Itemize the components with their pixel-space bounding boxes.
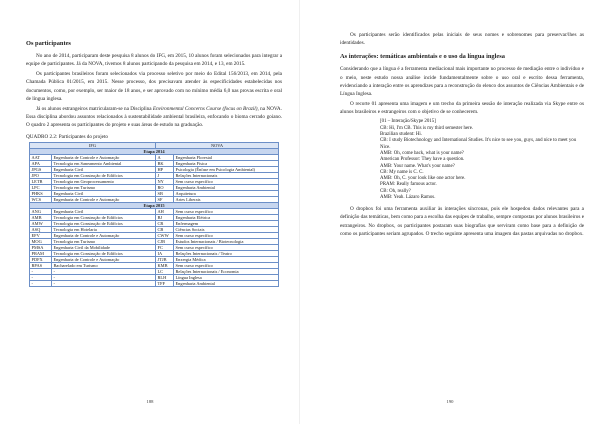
- nova-code-cell: JTJB: [156, 257, 174, 263]
- table-group-label: Etapa 2015: [30, 203, 279, 209]
- ifg-code-cell: JPGS: [30, 167, 52, 173]
- nova-course-cell: Estudos Internacionais / Biotecnologia: [174, 239, 279, 245]
- ifg-code-cell: RPAS: [30, 263, 52, 269]
- nova-code-cell: RO: [156, 185, 174, 191]
- dialogue-line: American Professor: They have a question.: [380, 157, 465, 163]
- dialogue-line: CB: Oh, really?: [380, 188, 411, 194]
- dialogue-line: CB: My name is C. C.: [380, 169, 424, 175]
- dialogue-excerpt: [380, 119, 584, 201]
- nova-course-cell: Sem curso específico: [174, 245, 279, 251]
- nova-course-cell: Artes Liberais: [174, 197, 279, 203]
- nova-code-cell: RLH: [156, 275, 174, 281]
- ifg-course-cell: Tecnologia em Hotelaria: [52, 227, 156, 233]
- nova-course-cell: Língua Inglesa: [174, 275, 279, 281]
- page-number: 188: [146, 399, 154, 404]
- ifg-course-cell: Tecnologia em Construção de Edifícios: [52, 215, 156, 221]
- ifg-course-cell: Tecnologia em Saneamento Ambiental: [52, 161, 156, 167]
- ifg-code-cell: ANG: [30, 209, 52, 215]
- nova-course-cell: Sem curso específico: [174, 233, 279, 239]
- nova-course-cell: Relações Internacionais / Teatro: [174, 251, 279, 257]
- nova-course-cell: Sem curso específico: [174, 209, 279, 215]
- nova-code-cell: HP: [156, 167, 174, 173]
- dialogue-line: CB: I study Biotechnology and International Studies. It's nice to see you, guys, and nice to meet you Nice.: [380, 138, 577, 150]
- nova-code-cell: SB: [156, 191, 174, 197]
- ifg-course-cell: -: [52, 275, 156, 281]
- ifg-course-cell: Bacharelado em Turismo: [52, 263, 156, 269]
- nova-course-cell: Engenharia Ambiental: [174, 281, 279, 287]
- text-run: , na NOVA. Essa disciplina abordou assuntos relacionados à sustentabilidade ambiental brasileira, enfocando o bioma cerrado goiano. O quadro 2 apresenta os participantes do projeto e suas áreas de estudo na graduação.: [26, 105, 282, 129]
- paragraph: [26, 105, 282, 130]
- ifg-course-cell: Tecnologia em Geoprocessamento: [52, 179, 156, 185]
- ifg-code-cell: PHKS: [30, 191, 52, 197]
- nova-code-cell: NY: [156, 179, 174, 185]
- nova-course-cell: Sem curso específico: [174, 179, 279, 185]
- column-header-ifg: IFG: [30, 143, 156, 149]
- left-page-content: [26, 40, 282, 287]
- ifg-course-cell: -: [52, 269, 156, 275]
- nova-course-cell: Engenharia Elétrica: [174, 215, 279, 221]
- ifg-course-cell: Engenharia Civil da Mobilidade: [52, 245, 156, 251]
- ifg-code-cell: JPO: [30, 173, 52, 179]
- section-heading-participants: Os participantes: [26, 40, 71, 47]
- dialogue-line: AMB: Oh, come back, what is your name?: [380, 150, 464, 156]
- dialogue-line: [01 – Interação/Skype 2015]: [380, 119, 436, 125]
- ifg-code-cell: MOG: [30, 239, 52, 245]
- nova-code-cell: BK: [156, 161, 174, 167]
- ifg-course-cell: -: [52, 281, 156, 287]
- paragraph: No ano de 2014, participaram deste pesquisa 8 alunos do IFG, em 2015, 10 alunos foram selecionados para integrar a equipe de participantes. Já da NOVA, tivemos 8 alunos participando da pesquisa em 2014, e 13, em 2015.: [26, 53, 282, 68]
- paragraph: Considerando que a língua é a ferramenta mediacional mais importante no processo de mediação entre o indivíduo e o meio, neste estudo nossa análise incide fundamentalmente sobre o uso oral e escrito dessa ferramenta, evidenciando a interação entre os aprendizes para a reconstrução do elenco dos assuntos de Ciências Ambientais e de Língua Inglesa.: [340, 66, 584, 98]
- ifg-course-cell: Tecnologia em Turismo: [52, 185, 156, 191]
- table-body: [30, 149, 279, 287]
- nova-course-cell: Ciências Sociais: [174, 227, 279, 233]
- nova-code-cell: A: [156, 155, 174, 161]
- right-page: [300, 0, 600, 424]
- ifg-course-cell: Engenharia de Controle e Automação: [52, 233, 156, 239]
- ifg-course-cell: Tecnologia em Construção de Edifícios: [52, 173, 156, 179]
- ifg-code-cell: APA: [30, 161, 52, 167]
- ifg-code-cell: EFV: [30, 233, 52, 239]
- nova-code-cell: CB: [156, 227, 174, 233]
- ifg-code-cell: AAT: [30, 155, 52, 161]
- ifg-code-cell: ASQ: [30, 227, 52, 233]
- nova-course-cell: Enxergia Médica: [174, 257, 279, 263]
- nova-code-cell: AH: [156, 209, 174, 215]
- page-number: 190: [446, 399, 454, 404]
- paragraph: Os participantes brasileiros foram selecionados via processo seletivo por meio do Edital 156/2013, em 2014, pela Chamada Pública 01/2015, em 2015. Nesse processo, dos precisavam atender às especificidades estabelecidas nos documentos, como, por exemplo, ser maior de 18 anos, e ser aprovado com no mínimo média 6,0 nas provas escrita e oral de língua inglesa.: [26, 71, 282, 102]
- ifg-code-cell: PRAM: [30, 251, 52, 257]
- dialogue-line: PRAM: Really famous actor.: [380, 182, 437, 188]
- paragraph: O recorte 01 apresenta uma imagem e um trecho da primeira sessão de interação realizada via Skype entre os alunos brasileiros e estrangeiros com o objetivo de se conhecerem.: [340, 101, 584, 116]
- nova-course-cell: Relações Internacionais / Economia: [174, 269, 279, 275]
- nova-code-cell: LC: [156, 269, 174, 275]
- participants-table: [29, 142, 279, 287]
- nova-code-cell: BJ: [156, 215, 174, 221]
- right-page-content: [340, 31, 584, 240]
- dialogue-line: Brazilian student: Hi.: [380, 132, 422, 138]
- nova-code-cell: TFF: [156, 281, 174, 287]
- dialogue-line: AMB: Yeah. Lázaro Ramos.: [380, 194, 436, 200]
- table-row: [30, 281, 279, 287]
- ifg-code-cell: AMW: [30, 221, 52, 227]
- nova-course-cell: Enfermagem: [174, 221, 279, 227]
- ifg-code-cell: AMB: [30, 215, 52, 221]
- nova-course-cell: Sem curso específico: [174, 263, 279, 269]
- ifg-code-cell: -: [30, 281, 52, 287]
- course-title-italic: Environmental Concerns Course (focus on Brazil): [152, 105, 258, 112]
- dialogue-line: AMB: Your name. What's your name?: [380, 163, 455, 169]
- ifg-course-cell: Engenharia Civil: [52, 167, 156, 173]
- nova-course-cell: Psicologia (Ênfase em Psicologia Ambiental): [174, 167, 279, 173]
- table-group-label: Etapa 2014: [30, 149, 279, 155]
- ifg-course-cell: Engenharia Civil: [52, 209, 156, 215]
- ifg-code-cell: PMSA: [30, 245, 52, 251]
- section-heading-interactions: As interações: temáticas ambientais e o uso da língua inglesa: [340, 53, 505, 61]
- ifg-course-cell: Tecnologia em Construção de Edifícios: [52, 251, 156, 257]
- text-run: Já os alunos estrangeiros matricularam-se na Disciplina: [36, 105, 153, 112]
- ifg-course-cell: Engenharia de Controle e Automação: [52, 257, 156, 263]
- nova-code-cell: FC: [156, 245, 174, 251]
- nova-code-cell: J: [156, 173, 174, 179]
- ifg-code-cell: -: [30, 275, 52, 281]
- paragraph: Os participantes serão identificados pelas iniciais de seus nomes e sobrenomes para preservar/lhes as identidades.: [340, 32, 584, 47]
- nova-course-cell: Engenharia Física: [174, 161, 279, 167]
- table-caption: QUADRO 2.2: Participantes do projeto: [26, 134, 108, 141]
- nova-course-cell: Engenharia Florestal: [174, 155, 279, 161]
- dialogue-line: AMB: Oh, C. your look like one actor here.: [380, 176, 466, 182]
- ifg-code-cell: LPC: [30, 185, 52, 191]
- ifg-course-cell: Engenharia de Controle e Automação: [52, 197, 156, 203]
- nova-code-cell: SF: [156, 197, 174, 203]
- ifg-course-cell: Engenharia de Controle e Automação: [52, 155, 156, 161]
- ifg-code-cell: -: [30, 269, 52, 275]
- ifg-course-cell: Tecnologia em Construção de Edifícios: [52, 221, 156, 227]
- nova-code-cell: CJB: [156, 239, 174, 245]
- nova-code-cell: CR: [156, 221, 174, 227]
- ifg-code-cell: WCS: [30, 197, 52, 203]
- column-header-nova: NOVA: [156, 143, 279, 149]
- paragraph: O dropbox foi uma ferramenta auxiliar às interações síncronas, pois ele hospedou dados relevantes para a definição das temáticas, bem como para a escolha das equipes de trabalho, sempre compostas por alunos brasileiros e estrangeiros. No dropbox, os participantes postaram suas biografias que serviram como base para a definição de como os participantes seriam agrupados. O trecho seguinte apresenta uma imagem das pastas arquivadas no dropbox.: [340, 206, 584, 237]
- nova-code-cell: CWW: [156, 233, 174, 239]
- nova-course-cell: Arquitetura: [174, 191, 279, 197]
- ifg-code-cell: PDFX: [30, 257, 52, 263]
- nova-code-cell: KMB: [156, 263, 174, 269]
- nova-course-cell: Relações Internacionais: [174, 173, 279, 179]
- ifg-course-cell: Tecnologia em Turismo: [52, 239, 156, 245]
- nova-course-cell: Engenharia Ambiental: [174, 185, 279, 191]
- dialogue-line: CB: Hi, I'm CB. This is my third semester here.: [380, 125, 474, 131]
- nova-code-cell: IA: [156, 251, 174, 257]
- ifg-course-cell: Engenharia Civil: [52, 191, 156, 197]
- ifg-code-cell: LETB: [30, 179, 52, 185]
